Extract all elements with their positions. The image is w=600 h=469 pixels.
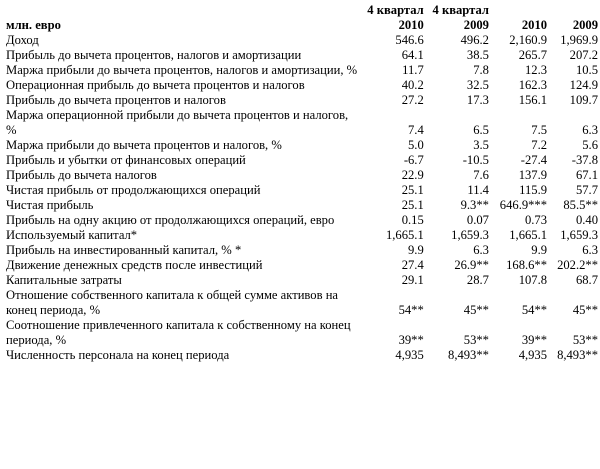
row-value: 646.9*** [499,198,548,212]
row-value: 68.7 [575,273,598,287]
row-value: -37.8 [571,153,598,167]
row-label: Прибыль и убытки от финансовых операций [6,153,246,167]
row-value: 39** [398,333,424,347]
row-value: 0.15 [401,213,424,227]
row-value: 4,935 [395,348,424,362]
row-value: -10.5 [462,153,489,167]
table-row [6,93,598,108]
row-value: 109.7 [569,93,598,107]
row-value: 115.9 [519,183,548,197]
row-value: 2,160.9 [509,33,548,47]
row-value: 7.8 [473,63,489,77]
row-value: 6.3 [582,123,598,137]
table-row [6,78,598,93]
row-value: 38.5 [466,48,489,62]
row-value: 202.2** [557,258,598,272]
row-value: 107.8 [518,273,548,287]
table-row [6,183,598,198]
row-label: Прибыль на инвестированный капитал, % * [6,243,242,257]
column-header-q4-2010 [365,3,424,33]
row-label: Используемый капитал* [6,228,138,242]
row-value: 45** [572,303,598,317]
row-value: 4,935 [518,348,548,362]
row-value: 32.5 [466,78,489,92]
row-value: 11.4 [467,183,489,197]
row-value: 0.73 [524,213,548,227]
row-value: 546.6 [395,33,424,47]
table-row [6,213,598,228]
table-row [6,138,598,153]
row-value: 7.5 [531,123,548,137]
table-row [6,318,598,348]
row-value: 10.5 [575,63,598,77]
row-value: 57.7 [575,183,598,197]
row-label: Прибыль до вычета налогов [6,168,157,182]
row-value: 26.9** [454,258,489,272]
row-value: 9.9 [408,243,424,257]
row-value: 1,969.9 [560,33,598,47]
row-value: 156.1 [518,93,548,107]
row-value: 6.5 [473,123,489,137]
row-value: 25.1 [401,183,424,197]
column-header-line1: 4 квартал [432,3,489,17]
row-value: 8,493** [448,348,489,362]
row-value: 0.40 [575,213,598,227]
column-header-line2: 2010 [521,18,548,32]
row-value: 54** [521,303,548,317]
column-header-2009 [547,3,598,33]
row-value: 5.0 [408,138,424,152]
column-header-2010 [489,3,547,33]
column-header-line2: 2010 [398,18,424,32]
row-label: Отношение собственного капитала к общей сумме активов на конец периода, % [6,288,339,317]
row-value: -27.4 [520,153,548,167]
table-row [6,273,598,288]
row-label: Операционная прибыль до вычета процентов и налогов [6,78,305,92]
table-row [6,108,598,138]
column-header-q4-2009 [424,3,489,33]
row-value: 124.9 [569,78,598,92]
row-value: 6.3 [473,243,489,257]
financial-indicators-table [6,3,598,363]
column-header-line1: 4 квартал [367,3,424,17]
row-label: Соотношение привлеченного капитала к собственному на конец периода, % [6,318,351,347]
row-value: 137.9 [518,168,548,182]
row-value: 7.6 [473,168,489,182]
table-row [6,243,598,258]
table-body [6,33,598,363]
row-label: Численность персонала на конец периода [6,348,230,362]
row-value: -6.7 [403,153,424,167]
row-value: 3.5 [473,138,489,152]
row-value: 39** [521,333,548,347]
row-label: Маржа прибыли до вычета процентов, налогов и амортизации, % [6,63,358,77]
column-header-line2: 2009 [572,18,598,32]
row-label: Доход [6,33,39,47]
row-value: 7.2 [531,138,548,152]
row-value: 11.7 [402,63,424,77]
row-value: 162.3 [518,78,548,92]
table-row [6,153,598,168]
row-value: 17.3 [466,93,489,107]
row-value: 85.5** [563,198,598,212]
table-row [6,63,598,78]
row-value: 53** [572,333,598,347]
row-value: 53** [463,333,489,347]
row-value: 9.3** [460,198,489,212]
row-value: 54** [398,303,424,317]
row-value: 1,665.1 [509,228,548,242]
row-value: 27.2 [401,93,424,107]
row-value: 7.4 [408,123,424,137]
table-row [6,48,598,63]
table-row [6,348,598,363]
row-value: 0.07 [466,213,489,227]
unit-label: млн. евро [6,18,61,32]
row-value: 40.2 [401,78,424,92]
row-value: 22.9 [401,168,424,182]
row-value: 8,493** [557,348,598,362]
row-label: Движение денежных средств после инвестиций [6,258,263,272]
row-value: 5.6 [582,138,598,152]
row-value: 6.3 [582,243,598,257]
table-row [6,288,598,318]
row-label: Маржа прибыли до вычета процентов и налогов, % [6,138,282,152]
row-label: Прибыль до вычета процентов и налогов [6,93,226,107]
row-label: Прибыль на одну акцию от продолжающихся операций, евро [6,213,335,227]
row-value: 207.2 [569,48,598,62]
row-label: Чистая прибыль от продолжающихся операций [6,183,261,197]
row-value: 168.6** [506,258,548,272]
row-value: 1,665.1 [385,228,424,242]
row-label: Маржа операционной прибыли до вычета процентов и налогов, % [6,108,349,137]
column-header-line2: 2009 [463,18,489,32]
row-value: 1,659.3 [560,228,598,242]
row-value: 29.1 [401,273,424,287]
table-row [6,258,598,273]
row-value: 67.1 [575,168,598,182]
row-label: Чистая прибыль [6,198,94,212]
row-value: 27.4 [401,258,424,272]
row-value: 496.2 [460,33,489,47]
table-row [6,168,598,183]
row-value: 25.1 [401,198,424,212]
row-value: 12.3 [524,63,548,77]
table-row [6,198,598,213]
row-value: 64.1 [401,48,424,62]
row-value: 265.7 [518,48,548,62]
row-value: 28.7 [466,273,489,287]
table-row [6,33,598,48]
row-value: 45** [463,303,489,317]
row-label: Капитальные затраты [6,273,122,287]
row-label: Прибыль до вычета процентов, налогов и амортизации [6,48,302,62]
row-value: 1,659.3 [451,228,489,242]
row-value: 9.9 [531,243,548,257]
table-header-row [6,3,598,33]
table-row [6,228,598,243]
